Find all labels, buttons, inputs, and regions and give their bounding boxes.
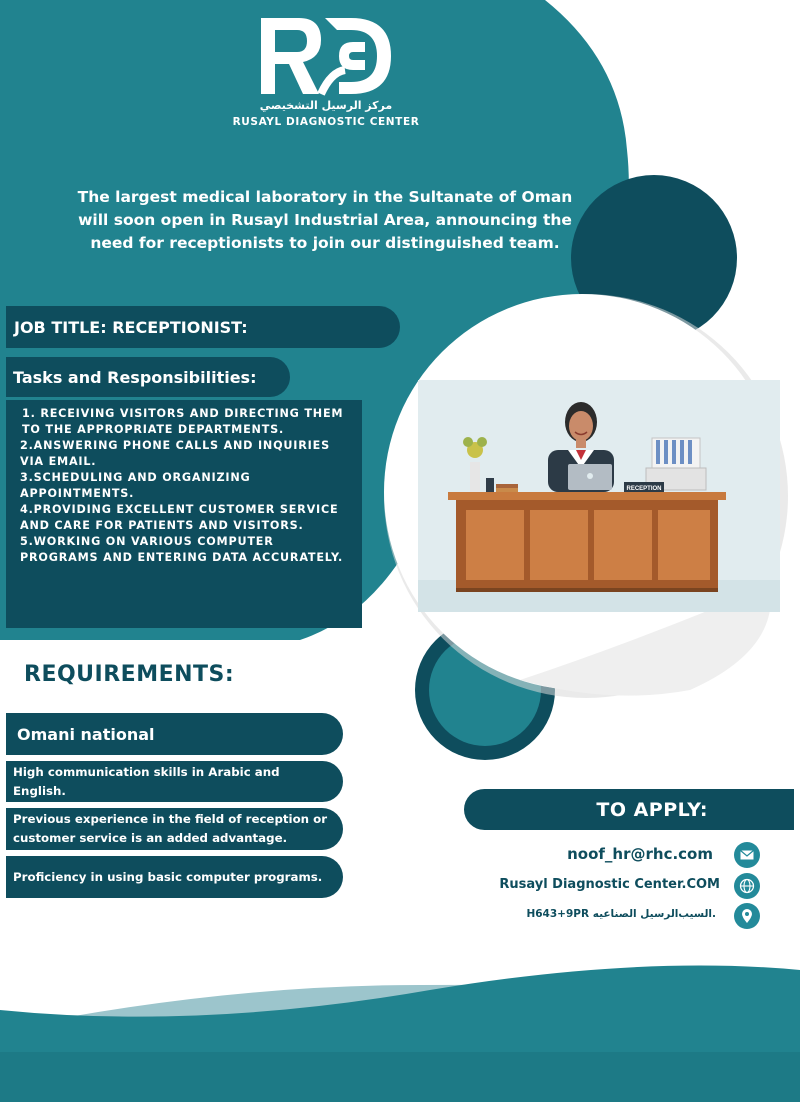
requirement-item: High communication skills in Arabic and English. — [6, 761, 343, 802]
requirement-item: Previous experience in the field of reception or customer service is an added advantage. — [6, 808, 343, 850]
apply-heading: TO APPLY: — [596, 798, 708, 821]
logo-name: RUSAYL DIAGNOSTIC CENTER — [232, 116, 420, 128]
tasks-heading: Tasks and Responsibilities: — [13, 367, 257, 387]
task-item: 3.SCHEDULING AND ORGANIZING APPOINTMENTS. — [20, 471, 251, 500]
logo-mark — [255, 12, 395, 100]
email-text[interactable]: noof_hr@rhc.com — [567, 845, 713, 863]
reception-sign: RECEPTION — [626, 486, 662, 492]
task-item: 2.ANSWERING PHONE CALLS AND INQUIRIES VIA EMAIL. — [20, 439, 330, 468]
envelope-icon — [734, 842, 760, 868]
reception-illustration — [418, 380, 780, 612]
task-item: 4.PROVIDING EXCELLENT CUSTOMER SERVICE AND CARE FOR PATIENTS AND VISITORS. — [20, 503, 339, 532]
task-item: 5.WORKING ON VARIOUS COMPUTER PROGRAMS AND ENTERING DATA ACCURATELY. — [20, 535, 344, 564]
tasks-heading-bar — [6, 357, 290, 397]
apply-heading-bar — [464, 789, 794, 830]
website-text[interactable]: Rusayl Diagnostic Center.COM — [499, 877, 720, 892]
tasks-list — [20, 406, 354, 566]
logo-arabic-name: مركز الرسيل التشخيصي — [259, 99, 393, 112]
job-title: JOB TITLE: RECEPTIONIST: — [14, 317, 248, 337]
task-item: 1. RECEIVING VISITORS AND DIRECTING THEM TO THE APPROPRIATE DEPARTMENTS. — [22, 407, 344, 436]
globe-icon — [734, 873, 760, 899]
map-pin-icon — [734, 903, 760, 929]
location-text: H643+9PR السيب‌الرسيل الصناعيه. — [526, 908, 716, 920]
tasks-list-box — [6, 400, 362, 628]
job-title-bar — [6, 306, 400, 348]
headline: The largest medical laboratory in the Sultanate of Oman will soon open in Rusayl Industrial Area, announcing the need for receptionists to join our distinguished team. — [77, 188, 573, 252]
requirements-heading: REQUIREMENTS: — [24, 662, 235, 687]
requirement-item: Proficiency in using basic computer programs. — [6, 856, 343, 898]
requirement-item: Omani national — [6, 713, 343, 755]
